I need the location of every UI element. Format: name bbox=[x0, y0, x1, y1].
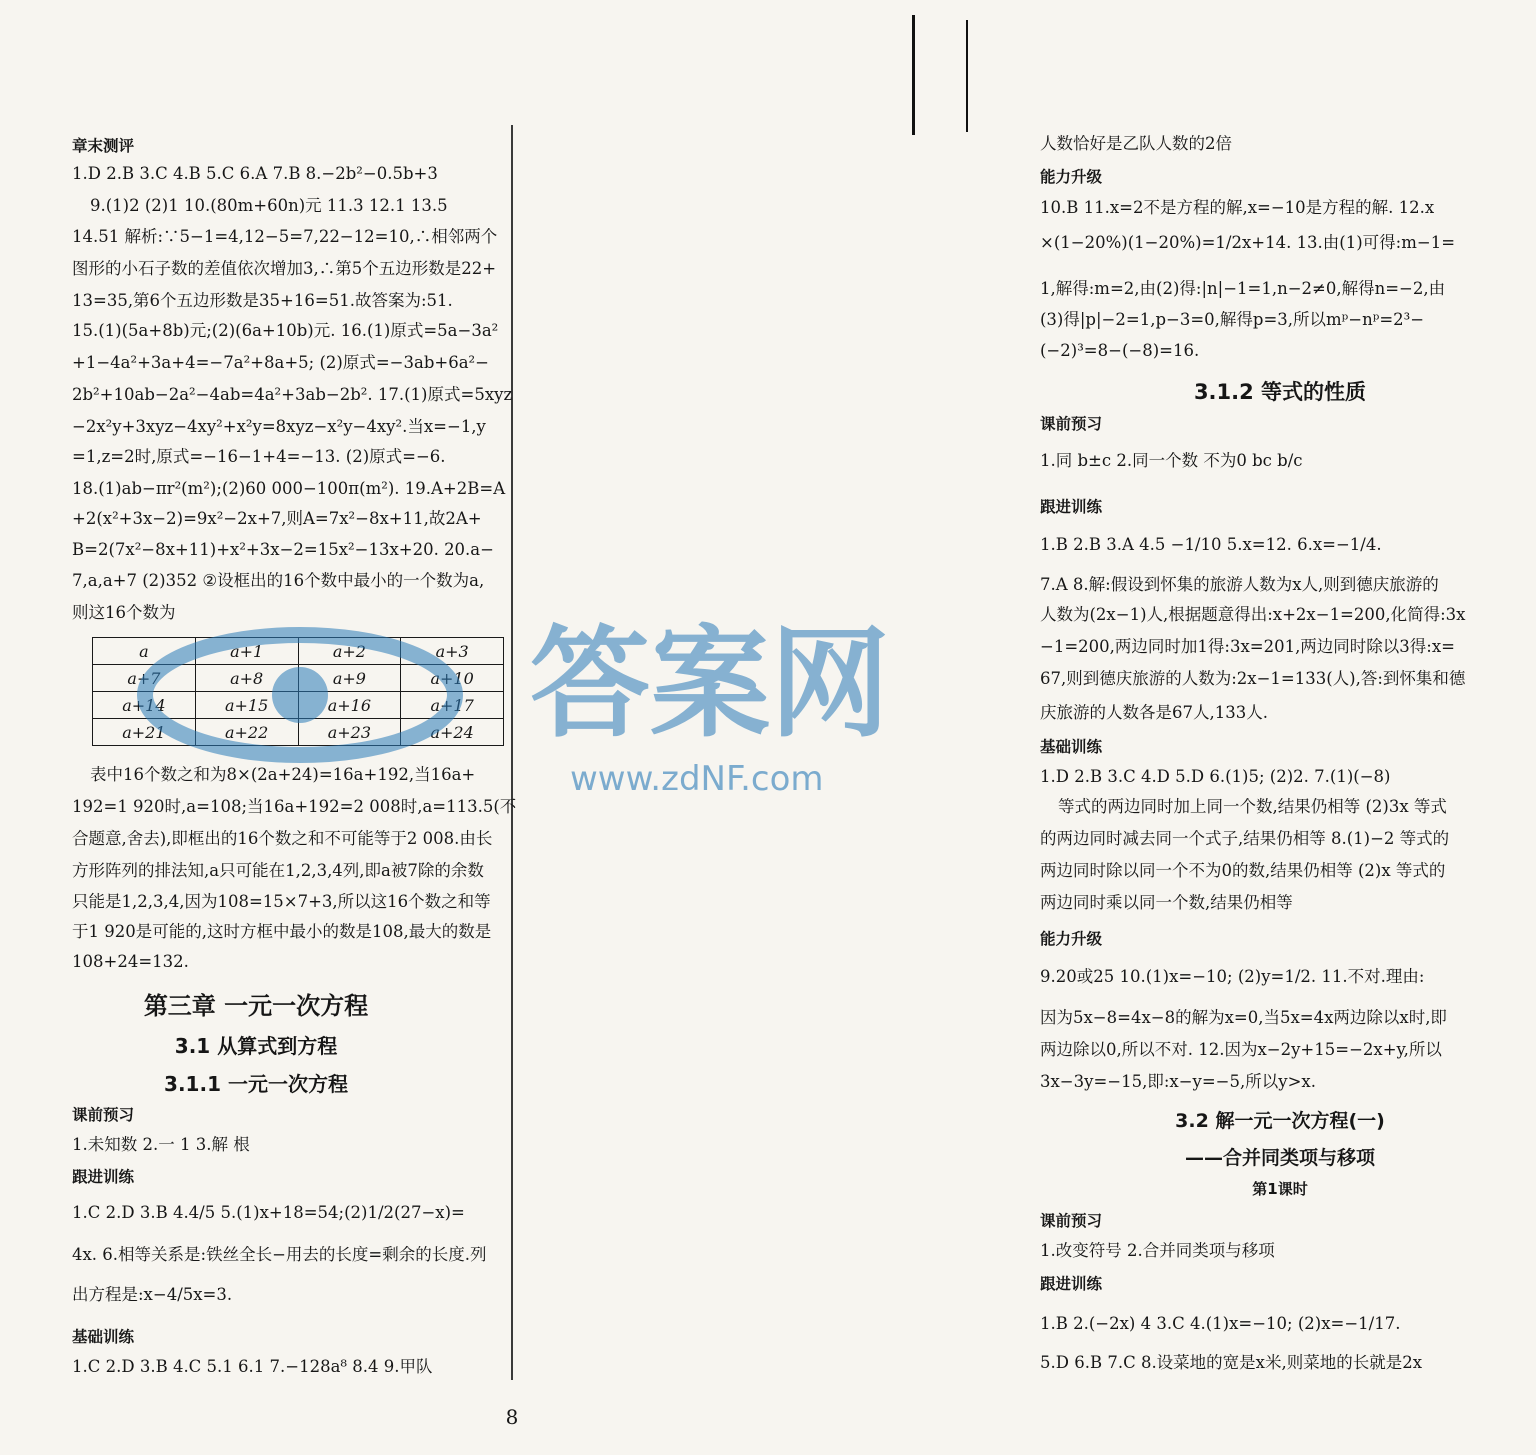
table-row bbox=[93, 638, 504, 665]
answer-line: 等式的两边同时加上同一个数,结果仍相等 (2)3x 等式 bbox=[1058, 797, 1447, 816]
section-title: 3.2 解一元一次方程(一) bbox=[1175, 1110, 1385, 1132]
section-subtitle: ——合并同类项与移项 bbox=[1184, 1147, 1375, 1169]
answer-line: 108+24=132. bbox=[72, 952, 189, 971]
table-cell: a bbox=[93, 638, 196, 665]
answer-line: 5.D 6.B 7.C 8.设菜地的宽是x米,则菜地的长就是2x bbox=[1040, 1353, 1423, 1372]
lesson-label: 第1课时 bbox=[1252, 1180, 1308, 1198]
section-heading: 能力升级 bbox=[1040, 168, 1103, 186]
table-row bbox=[93, 692, 504, 719]
table-cell: a+8 bbox=[195, 665, 298, 692]
table-row bbox=[93, 719, 504, 746]
table-row bbox=[93, 665, 504, 692]
table-cell: a+1 bbox=[195, 638, 298, 665]
answer-line: 3x−3y=−15,即:x−y=−5,所以y>x. bbox=[1040, 1072, 1316, 1091]
answer-line: 1.C 2.D 3.B 4.4/5 5.(1)x+18=54;(2)1/2(27−x)= bbox=[72, 1203, 465, 1222]
chapter-title: 第三章 一元一次方程 bbox=[143, 992, 369, 1020]
watermark-text: 答案网 bbox=[530, 615, 890, 754]
answer-line: +1−4a²+3a+4=−7a²+8a+5; (2)原式=−3ab+6a²− bbox=[72, 353, 489, 372]
answer-line: 7,a,a+7 (2)352 ②设框出的16个数中最小的一个数为a, bbox=[72, 571, 485, 590]
answer-line: 1.未知数 2.一 1 3.解 根 bbox=[72, 1135, 250, 1154]
answer-line: 方形阵列的排法知,a只可能在1,2,3,4列,即a被7除的余数 bbox=[72, 861, 484, 880]
section-heading: 跟进训练 bbox=[1040, 498, 1103, 516]
answer-line: 9.(1)2 (2)1 10.(80m+60n)元 11.3 12.1 13.5 bbox=[90, 196, 448, 215]
answer-line: ×(1−20%)(1−20%)=1/2x+14. 13.由(1)可得:m−1= bbox=[1040, 233, 1456, 252]
answer-line: =1,z=2时,原式=−16−1+4=−13. (2)原式=−6. bbox=[72, 447, 446, 466]
answer-line: 两边同时除以同一个不为0的数,结果仍相等 (2)x 等式的 bbox=[1040, 861, 1446, 880]
section-title: 3.1 从算式到方程 bbox=[174, 1034, 338, 1058]
table-cell: a+7 bbox=[93, 665, 196, 692]
answer-line: 因为5x−8=4x−8的解为x=0,当5x=4x两边除以x时,即 bbox=[1040, 1008, 1447, 1027]
answer-line: (3)得|p|−2=1,p−3=0,解得p=3,所以mᵖ−nᵖ=2³− bbox=[1040, 310, 1425, 329]
answer-line: (−2)³=8−(−8)=16. bbox=[1040, 341, 1200, 360]
answer-line: 1.D 2.B 3.C 4.D 5.D 6.(1)5; (2)2. 7.(1)(−8) bbox=[1040, 767, 1391, 786]
scan-edge-mark bbox=[966, 20, 968, 132]
answer-line: 出方程是:x−4/5x=3. bbox=[72, 1285, 233, 1304]
answer-line: 只能是1,2,3,4,因为108=15×7+3,所以这16个数之和等 bbox=[72, 892, 491, 911]
answer-line: 4x. 6.相等关系是:铁丝全长−用去的长度=剩余的长度.列 bbox=[72, 1245, 487, 1264]
answer-line: 则这16个数为 bbox=[72, 603, 176, 622]
answer-line: 于1 920是可能的,这时方框中最小的数是108,最大的数是 bbox=[72, 922, 492, 941]
answer-line: 表中16个数之和为8×(2a+24)=16a+192,当16a+ bbox=[90, 765, 476, 784]
section-heading: 课前预习 bbox=[1040, 415, 1103, 433]
answer-line: 15.(1)(5a+8b)元;(2)(6a+10b)元. 16.(1)原式=5a−3a² bbox=[72, 321, 499, 340]
page-number: 8 bbox=[505, 1405, 519, 1429]
answer-line: 9.20或25 10.(1)x=−10; (2)y=1/2. 11.不对.理由: bbox=[1040, 967, 1425, 986]
answer-line: 7.A 8.解:假设到怀集的旅游人数为x人,则到德庆旅游的 bbox=[1040, 575, 1439, 594]
answer-line: 两边同时乘以同一个数,结果仍相等 bbox=[1040, 893, 1293, 912]
answer-line: 1.B 2.B 3.A 4.5 −1/10 5.x=12. 6.x=−1/4. bbox=[1040, 535, 1382, 554]
section-heading: 课前预习 bbox=[72, 1106, 135, 1124]
section-heading: 能力升级 bbox=[1040, 930, 1103, 948]
watermark-url: www.zdNF.com bbox=[570, 759, 824, 799]
column-divider bbox=[511, 125, 513, 1380]
answer-line: −1=200,两边同时加1得:3x=201,两边同时除以3得:x= bbox=[1040, 637, 1455, 656]
answer-line: 1.B 2.(−2x) 4 3.C 4.(1)x=−10; (2)x=−1/17. bbox=[1040, 1314, 1401, 1333]
answer-line: 18.(1)ab−πr²(m²);(2)60 000−100π(m²). 19.A+2B=A bbox=[72, 479, 506, 498]
section-heading: 基础训练 bbox=[72, 1328, 135, 1346]
answer-line: 的两边同时减去同一个式子,结果仍相等 8.(1)−2 等式的 bbox=[1040, 829, 1450, 848]
table-cell: a+10 bbox=[401, 665, 504, 692]
scan-edge-mark bbox=[912, 15, 915, 135]
answer-line: 人数为(2x−1)人,根据题意得出:x+2x−1=200,化简得:3x bbox=[1040, 605, 1466, 624]
table-cell: a+22 bbox=[195, 719, 298, 746]
section-heading: 跟进训练 bbox=[1040, 1275, 1103, 1293]
table-cell: a+24 bbox=[401, 719, 504, 746]
answer-line: 14.51 解析:∵5−1=4,12−5=7,22−12=10,∴相邻两个 bbox=[72, 227, 498, 246]
table-cell: a+15 bbox=[195, 692, 298, 719]
section-title: 3.1.2 等式的性质 bbox=[1193, 380, 1367, 404]
answer-line: 庆旅游的人数各是67人,133人. bbox=[1040, 703, 1268, 722]
answer-line: 1.改变符号 2.合并同类项与移项 bbox=[1040, 1241, 1275, 1260]
table-cell: a+2 bbox=[298, 638, 401, 665]
table-cell: a+3 bbox=[401, 638, 504, 665]
answer-line: 合题意,舍去),即框出的16个数之和不可能等于2 008.由长 bbox=[72, 829, 493, 848]
section-heading: 跟进训练 bbox=[72, 1168, 135, 1186]
table-cell: a+23 bbox=[298, 719, 401, 746]
section-heading: 课前预习 bbox=[1040, 1212, 1103, 1230]
answer-line: 两边除以0,所以不对. 12.因为x−2y+15=−2x+y,所以 bbox=[1040, 1040, 1442, 1059]
table-cell: a+9 bbox=[298, 665, 401, 692]
answer-line: 13=35,第6个五边形数是35+16=51.故答案为:51. bbox=[72, 291, 453, 310]
answer-line: 人数恰好是乙队人数的2倍 bbox=[1040, 134, 1232, 153]
answer-line: 1,解得:m=2,由(2)得:|n|−1=1,n−2≠0,解得n=−2,由 bbox=[1040, 279, 1446, 298]
table-cell: a+14 bbox=[93, 692, 196, 719]
table-cell: a+17 bbox=[401, 692, 504, 719]
section-heading: 基础训练 bbox=[1040, 738, 1103, 756]
answer-line: +2(x²+3x−2)=9x²−2x+7,则A=7x²−8x+11,故2A+ bbox=[72, 509, 482, 528]
table-cell: a+16 bbox=[298, 692, 401, 719]
answer-line: 1.C 2.D 3.B 4.C 5.1 6.1 7.−128a⁸ 8.4 9.甲队 bbox=[72, 1357, 433, 1376]
answer-line: −2x²y+3xyz−4xy²+x²y=8xyz−x²y−4xy².当x=−1,y bbox=[72, 417, 486, 436]
answer-line: 1.D 2.B 3.C 4.B 5.C 6.A 7.B 8.−2b²−0.5b+3 bbox=[72, 164, 438, 183]
number-grid-table bbox=[92, 637, 504, 746]
answer-line: 10.B 11.x=2不是方程的解,x=−10是方程的解. 12.x bbox=[1040, 198, 1435, 217]
answer-line: 图形的小石子数的差值依次增加3,∴第5个五边形数是22+ bbox=[72, 259, 497, 278]
answer-line: 2b²+10ab−2a²−4ab=4a²+3ab−2b². 17.(1)原式=5xyz bbox=[72, 385, 513, 404]
table-cell: a+21 bbox=[93, 719, 196, 746]
answer-line: 67,则到德庆旅游的人数为:2x−1=133(人),答:到怀集和德 bbox=[1040, 669, 1466, 688]
answer-line: B=2(7x²−8x+11)+x²+3x−2=15x²−13x+20. 20.a− bbox=[72, 540, 494, 559]
section-heading: 章末测评 bbox=[72, 137, 135, 155]
subsection-title: 3.1.1 一元一次方程 bbox=[164, 1072, 348, 1096]
answer-line: 1.同 b±c 2.同一个数 不为0 bc b/c bbox=[1040, 451, 1303, 470]
answer-line: 192=1 920时,a=108;当16a+192=2 008时,a=113.5(不 bbox=[72, 797, 517, 816]
